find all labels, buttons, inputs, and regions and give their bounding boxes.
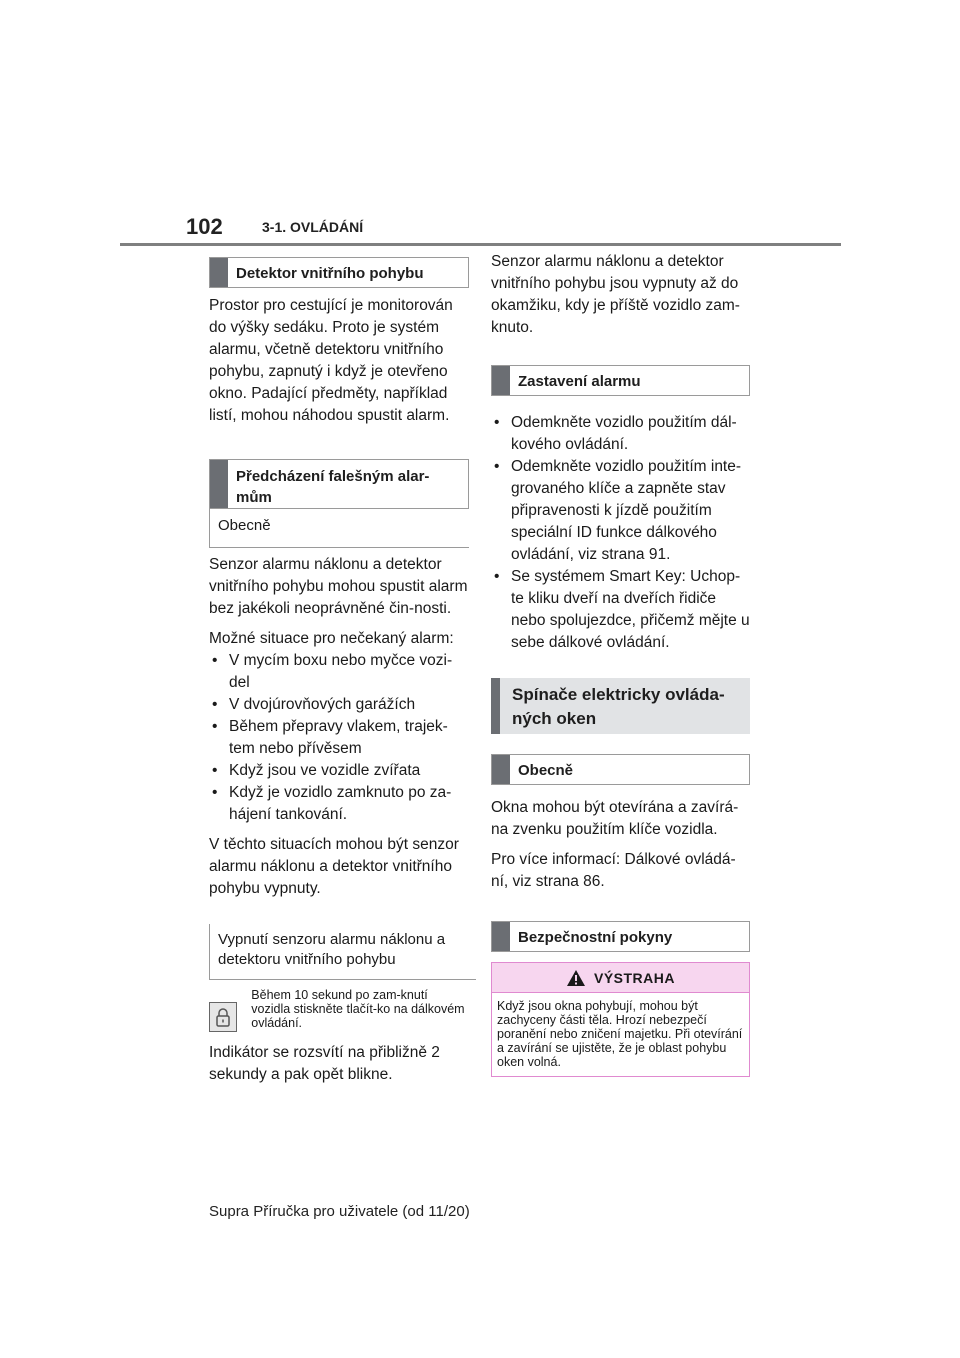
lock-button-graphic <box>209 1002 237 1032</box>
warning-text: Když jsou okna pohybují, mohou být zachyceny části těla. Hrozí nebezpečí poranění nebo zničení majetku. Při otevírání a zavírání se ujistěte, že je oblast pohybu oken volná. <box>497 999 743 1069</box>
subheading-general: Obecně <box>209 509 469 548</box>
subheading-disable-sensors: Vypnutí senzoru alarmu náklonu a detektoru vnitřního pohybu <box>209 924 476 980</box>
header-rule <box>120 243 841 246</box>
warning-title: VÝSTRAHA <box>593 969 675 986</box>
heading-text: Detektor vnitřního pohybu <box>236 265 424 282</box>
lock-instruction-text: Během 10 sekund po zam-knutí vozidla stiskněte tlačít-ko na dálkovém ovládání. <box>251 988 465 1030</box>
bullet-list <box>209 650 469 826</box>
list-item: • Odemkněte vozidlo použitím dál-kového ovládání. <box>494 414 737 453</box>
heading-text: Spínače elektricky ovláda-ných oken <box>512 685 725 728</box>
heading-bar <box>492 922 510 951</box>
heading-box-safety <box>491 921 750 952</box>
warning-box <box>491 962 750 1077</box>
paragraph: Prostor pro cestující je monitorován do výšky sedáku. Proto je systém alarmu, včetně detektoru vnitřního pohybu, zapnutý i když je otevřeno okno. Padající předměty, například listí, mohou náhodou spustit alarm. <box>209 297 453 424</box>
paragraph: Okna mohou být otevírána a zavírá-na zvenku použitím klíče vozidla. <box>491 799 739 838</box>
heading-box-general <box>491 754 750 785</box>
heading-text: Obecně <box>518 762 574 779</box>
paragraph: Senzor alarmu náklonu a detektor vnitřního pohybu mohou spustit alarm bez jakékoli neoprávněné čin-nosti. <box>209 556 468 617</box>
heading-bar <box>210 460 228 508</box>
bullet-list <box>491 412 750 654</box>
warning-triangle-icon <box>566 969 586 987</box>
heading-box-stop-alarm <box>491 365 750 396</box>
chapter-heading-power-windows <box>491 678 750 734</box>
heading-bar <box>492 755 510 784</box>
page-footer: Supra Příručka pro uživatele (od 11/20) <box>209 1203 470 1220</box>
heading-bar <box>491 678 500 734</box>
list-item: • Se systémem Smart Key: Uchop-te kliku dveří na dveřích řidiče nebo spolujezdce, přičemž mějte u sebe dálkové ovládání. <box>494 568 750 651</box>
lock-instruction <box>209 988 469 1032</box>
heading-box-motion-detector <box>209 257 469 288</box>
list-item: • V mycím boxu nebo myčce vozi-del <box>212 652 453 691</box>
paragraph: V těchto situacích mohou být senzor alarmu náklonu a detektor vnitřního pohybu vypnuty. <box>209 836 459 897</box>
list-item: • Když jsou ve vozidle zvířata <box>212 762 421 779</box>
paragraph: Indikátor se rozsvítí na přibližně 2 sekundy a pak opět blikne. <box>209 1044 440 1083</box>
right-column <box>491 251 750 1077</box>
list-item: • Když je vozidlo zamknuto po za-hájení tankování. <box>212 784 452 823</box>
paragraph: Senzor alarmu náklonu a detektor vnitřního pohybu jsou vypnuty až do okamžiku, kdy je příště vozidlo zam-knuto. <box>491 253 740 336</box>
lock-icon <box>215 1007 231 1027</box>
heading-text: Zastavení alarmu <box>518 373 641 390</box>
left-column <box>209 257 469 1086</box>
warning-header <box>492 963 749 993</box>
heading-box-false-alarms <box>209 459 469 509</box>
list-item: • Během přepravy vlakem, trajek-tem nebo přívěsem <box>212 718 448 757</box>
paragraph: Pro více informací: Dálkové ovládá-ní, viz strana 86. <box>491 851 736 890</box>
heading-bar <box>210 258 228 287</box>
heading-text: Předcházení falešným alar-mům <box>236 468 430 506</box>
page-number: 102 <box>186 214 223 239</box>
heading-text: Bezpečnostní pokyny <box>518 929 673 946</box>
paragraph: Možné situace pro nečekaný alarm: <box>209 630 454 647</box>
section-title: 3-1. OVLÁDÁNÍ <box>262 219 364 235</box>
heading-bar <box>492 366 510 395</box>
list-item: • V dvojúrovňových garážích <box>212 696 416 713</box>
list-item: • Odemkněte vozidlo použitím inte-grovaného klíče a zapněte stav připravenosti k jízdě použitím speciální ID funkce dálkového ovládání, viz strana 91. <box>494 458 742 563</box>
